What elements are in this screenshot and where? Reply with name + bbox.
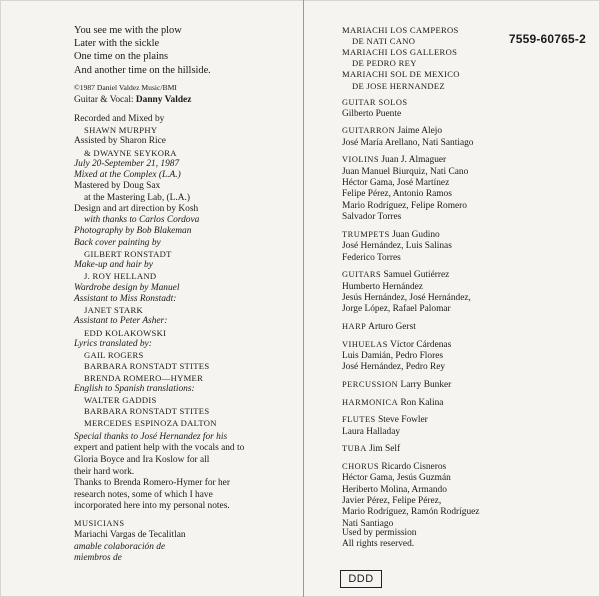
section-label: CHORUS (342, 461, 379, 471)
musicians-line: amable colaboración de (74, 541, 166, 552)
credit-line: Design and art direction by Kosh (74, 203, 199, 214)
section-label: GUITARS (342, 270, 382, 280)
section-heading-line (342, 381, 451, 390)
thanks-line: Special thanks to José Hernandez for his (74, 431, 228, 442)
column-divider (303, 0, 304, 597)
credit-line: EDD KOLAKOWSKI (84, 327, 167, 338)
copyright-line: ©1987 Daniel Valdez Music/BMI (74, 82, 177, 92)
verse-line: And another time on the hillside. (74, 64, 211, 76)
thanks-line: Thanks to Brenda Romero-Hymer for her (74, 478, 230, 489)
credit-line: Assisted by Sharon Rice (74, 136, 166, 147)
section-label: GUITAR SOLOS (342, 97, 408, 107)
section-heading-line (342, 156, 446, 165)
section-label: HARMONICA (342, 397, 399, 407)
musicians-line: miembros de (74, 553, 122, 563)
section-name: Federico Torres (342, 252, 401, 263)
credit-line: with thanks to Carlos Cordova (84, 215, 200, 226)
credit-line: GAIL ROGERS (84, 350, 144, 361)
thanks-line: expert and patient help with the vocals and to (74, 443, 245, 454)
section-name: José María Arellano, Nati Santiago (342, 137, 474, 148)
section-name: José Hernández, Luis Salinas (342, 241, 452, 252)
mariachi-line: MARIACHI SOL DE MEXICO (342, 69, 460, 80)
section-name: Gilberto Puente (342, 108, 402, 119)
credit-line: Photography by Bob Blakeman (74, 226, 192, 237)
credit-line: SHAWN MURPHY (84, 125, 158, 136)
section-name: Heriberto Molina, Armando (342, 484, 447, 495)
guitar-vocal-credit (74, 96, 191, 105)
permission-line: Used by permission (342, 528, 417, 538)
section-label: TRUMPETS (342, 229, 390, 239)
section-name: Salvador Torres (342, 212, 402, 223)
section-heading-line (342, 127, 442, 136)
section-name: Steve Fowler (378, 415, 428, 426)
thanks-line: Gloria Boyce and Ira Koslow for all (74, 455, 210, 465)
permission-line: All rights reserved. (342, 539, 415, 550)
credit-line: July 20-September 21, 1987 (74, 158, 180, 169)
credit-line: Recorded and Mixed by (74, 113, 165, 124)
thanks-line: research notes, some of which I have (74, 489, 213, 500)
section-name: Juan J. Almaguer (381, 155, 447, 166)
credit-line: BARBARA RONSTADT STITES (84, 361, 210, 372)
section-name: Jim Self (369, 444, 401, 455)
thanks-line: incorporated here into my personal notes. (74, 501, 230, 512)
mariachi-line: DE JOSE HERNANDEZ (352, 80, 445, 91)
credit-line: Mixed at the Complex (L.A.) (74, 170, 181, 181)
section-name: Ricardo Cisneros (381, 461, 447, 472)
section-heading-line (342, 399, 443, 408)
section-name: Javier Pérez, Felipe Pérez, (342, 496, 442, 506)
section-heading-line (342, 323, 416, 332)
section-label: HARP (342, 322, 367, 331)
credit-line: Assistant to Peter Asher: (74, 316, 168, 327)
musicians-heading: MUSICIANS (74, 519, 125, 528)
section-name: Jesús Hernández, José Hernández, (342, 293, 471, 303)
credit-line: BRENDA ROMERO—HYMER (84, 372, 204, 383)
guitar-vocal-label: Guitar & Vocal: (74, 94, 136, 105)
credit-line: J. ROY HELLAND (84, 271, 157, 282)
section-name: Víctor Cárdenas (390, 339, 452, 350)
mariachi-line: MARIACHI LOS CAMPEROS (342, 25, 459, 35)
section-name: Juan Manuel Biurquiz, Nati Cano (342, 166, 469, 177)
section-name: José Hernández, Pedro Rey (342, 362, 446, 373)
section-name: Felipe Pérez, Antonio Ramos (342, 189, 452, 200)
section-label: TUBA (342, 444, 367, 454)
mariachi-line: DE NATI CANO (352, 36, 416, 47)
musicians-line: Mariachi Vargas de Tecalitlan (74, 530, 186, 540)
section-name: Arturo Gerst (368, 322, 416, 332)
section-heading-line (342, 445, 400, 454)
section-label: GUITARRON (342, 126, 396, 136)
credit-line: & DWAYNE SEYKORA (84, 147, 177, 158)
section-label: FLUTES (342, 415, 376, 425)
section-name: Mario Rodríguez, Felipe Romero (342, 200, 467, 211)
section-name: Jaime Alejo (397, 126, 443, 137)
credit-line: MERCEDES ESPINOZA DALTON (84, 417, 217, 428)
guitar-vocal-name: Danny Valdez (135, 94, 192, 105)
mariachi-line: DE PEDRO REY (352, 58, 417, 69)
section-label: VIOLINS (342, 155, 379, 165)
section-heading-line (342, 341, 451, 350)
section-heading-line (342, 231, 440, 240)
section-name: Héctor Gama, José Martínez (342, 178, 450, 188)
section-name: Samuel Gutiérrez (383, 270, 450, 281)
section-name: Mario Rodríguez, Ramón Rodríguez (342, 507, 480, 518)
credit-line: JANET STARK (84, 305, 144, 316)
section-name: Nati Santiago (342, 518, 394, 529)
credit-line: Back cover painting by (74, 237, 161, 248)
section-name: Héctor Gama, Jesús Guzmán (342, 473, 451, 484)
verse-line: You see me with the plow (74, 25, 182, 36)
credit-line: Lyrics translated by: (74, 338, 152, 349)
verse-line: Later with the sickle (74, 38, 160, 50)
section-name: Ron Kalina (400, 397, 444, 408)
section-name: Laura Halladay (342, 426, 401, 437)
verse-line: One time on the plains (74, 51, 169, 63)
credit-line: Make-up and hair by (74, 260, 153, 271)
section-name: Juan Gudino (392, 229, 440, 240)
thanks-line: their hard work. (74, 466, 135, 477)
section-name: Larry Bunker (400, 380, 452, 390)
credit-line: WALTER GADDIS (84, 395, 157, 406)
ddd-badge: DDD (340, 570, 382, 588)
credit-line: English to Spanish translations: (74, 383, 195, 394)
credit-line: Assistant to Miss Ronstadt: (74, 293, 177, 304)
catalog-number: 7559-60765-2 (508, 32, 586, 46)
mariachi-line: MARIACHI LOS GALLEROS (342, 47, 458, 58)
section-name: Jorge López, Rafael Palomar (342, 304, 451, 315)
section-label: VIHUELAS (342, 339, 388, 349)
credit-line: BARBARA RONSTADT STITES (84, 406, 210, 417)
credit-line: GILBERT RONSTADT (84, 248, 172, 259)
credit-line: Wardrobe design by Manuel (74, 282, 180, 293)
section-name: Humberto Hernández (342, 281, 423, 292)
section-heading-line (342, 416, 428, 425)
section-heading-line (342, 463, 446, 472)
credit-line: Mastered by Doug Sax (74, 181, 161, 192)
section-label: PERCUSSION (342, 380, 399, 389)
section-heading-line (342, 271, 449, 280)
credit-line: at the Mastering Lab, (L.A.) (84, 192, 190, 203)
section-name: Luis Damián, Pedro Flores (342, 351, 444, 361)
